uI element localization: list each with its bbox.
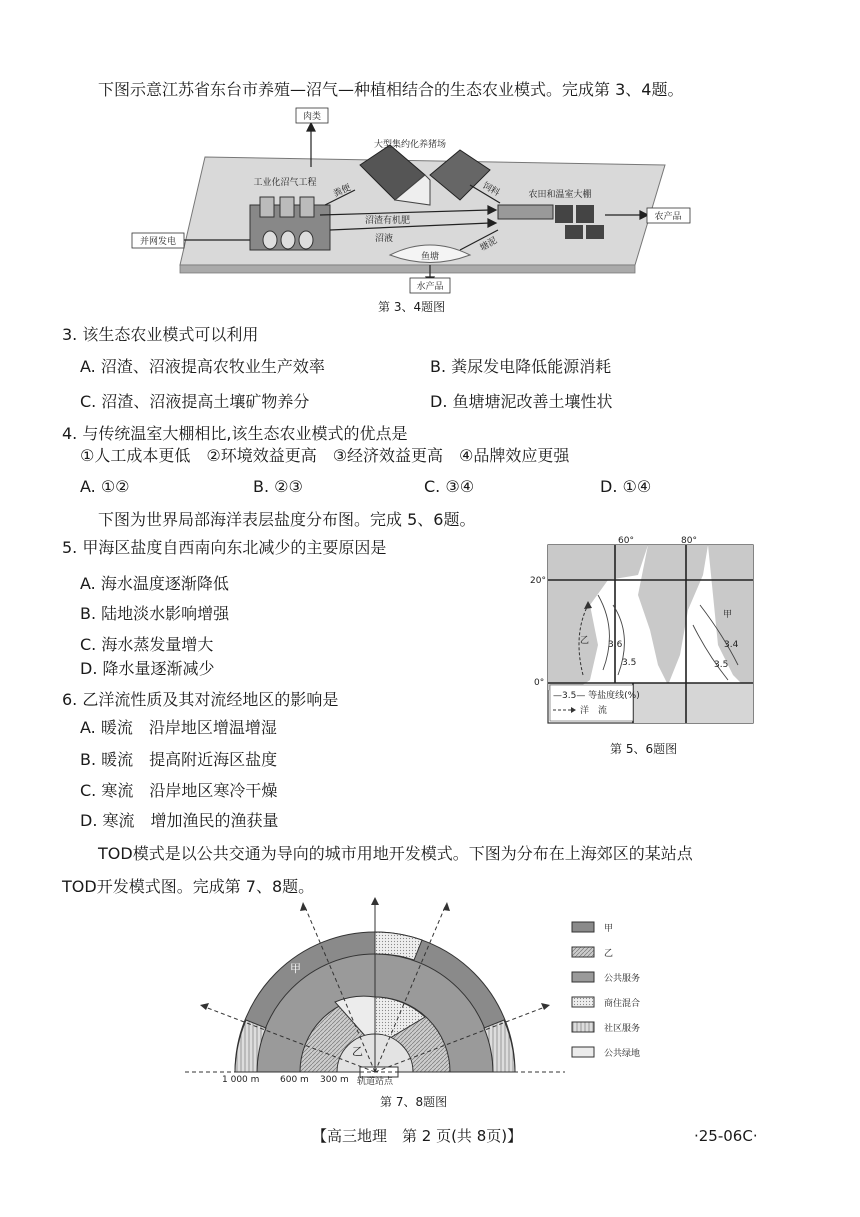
agri-products-label: 农产品: [654, 212, 682, 222]
question-4-option-c: C. ③④: [424, 477, 475, 496]
legend-label-public-green: 公共绿地: [604, 1049, 641, 1059]
biogas-plant: [250, 197, 330, 250]
figure-caption-7-8: 第 7、8题图: [380, 1095, 448, 1109]
question-3-option-a: A. 沼渣、沼液提高农牧业生产效率: [80, 357, 325, 376]
longitude-60-label: 60°: [618, 536, 634, 546]
legend-label-jia: 甲: [604, 924, 614, 934]
question-5-option-a: A. 海水温度逐渐降低: [80, 574, 229, 593]
intro-questions-7-8-line2: TOD开发模式图。完成第 7、8题。: [62, 877, 315, 896]
legend-swatch-public-service: [572, 972, 594, 982]
question-4-option-b: B. ②③: [253, 477, 303, 496]
isohaline-label-2: 3.5: [622, 658, 637, 668]
residue-label: 沼渣有机肥: [365, 216, 411, 226]
current-yi-label: 乙: [580, 636, 590, 646]
legend-current: 洋 流: [580, 706, 608, 716]
question-5-option-b: B. 陆地淡水影响增强: [80, 604, 230, 623]
radius-1000-label: 1 000 m: [222, 1075, 260, 1085]
legend-swatch-public-green: [572, 1047, 594, 1057]
manure-label: 粪便: [332, 183, 353, 200]
legend-label-community-service: 社区服务: [604, 1024, 641, 1034]
biogas-project-label: 工业化沼气工程: [253, 178, 317, 188]
eco-agriculture-diagram: [130, 105, 682, 300]
meat-label: 肉类: [302, 112, 322, 122]
sea-area-jia-label: 甲: [723, 610, 733, 620]
figure-caption-5-6: 第 5、6题图: [610, 742, 678, 756]
question-6-option-a: A. 暖流 沿岸地区增温增湿: [80, 718, 277, 737]
latitude-0-label: 0°: [534, 678, 545, 688]
question-6-option-b: B. 暖流 提高附近海区盐度: [80, 750, 278, 769]
question-6-option-c: C. 寒流 沿岸地区寒冷干燥: [80, 781, 278, 800]
question-3-option-c: C. 沼渣、沼液提高土壤矿物养分: [80, 392, 310, 411]
question-6-option-d: D. 寒流 增加渔民的渔获量: [80, 811, 279, 830]
tod-development-diagram: [180, 892, 680, 1088]
page-footer: 【高三地理 第 2 页(共 8页)】: [312, 1127, 523, 1145]
legend-isohaline: —3.5— 等盐度线(%): [553, 691, 640, 701]
question-3-stem: 3. 该生态农业模式可以利用: [62, 325, 259, 344]
fish-pond-label: 鱼塘: [420, 252, 440, 262]
radius-600-label: 600 m: [280, 1075, 309, 1085]
isohaline-label-3: 3.4: [724, 640, 739, 650]
question-5-option-d: D. 降水量逐渐减少: [80, 659, 215, 678]
longitude-80-label: 80°: [681, 536, 697, 546]
question-4-stem: 4. 与传统温室大棚相比,该生态农业模式的优点是: [62, 424, 408, 443]
isohaline-label-1: 3.6: [608, 640, 623, 650]
question-3-option-d: D. 鱼塘塘泥改善土壤性状: [430, 392, 613, 411]
legend-swatch-yi: [572, 947, 594, 957]
question-5-stem: 5. 甲海区盐度自西南向东北减少的主要原因是: [62, 538, 387, 557]
question-6-stem: 6. 乙洋流性质及其对流经地区的影响是: [62, 690, 339, 709]
radius-300-label: 300 m: [320, 1075, 349, 1085]
pig-farm-label: 大型集约化养猪场: [373, 140, 447, 150]
question-4-items: ①人工成本更低 ②环境效益更高 ③经济效益更高 ④品牌效应更强: [80, 446, 570, 465]
question-4-option-a: A. ①②: [80, 477, 130, 496]
salinity-map: [528, 535, 758, 727]
intro-questions-7-8-line1: TOD模式是以公共交通为导向的城市用地开发模式。下图为分布在上海郊区的某站点: [98, 844, 693, 863]
legend-label-mixed-use: 商住混合: [604, 999, 641, 1009]
question-3-option-b: B. 粪尿发电降低能源消耗: [430, 357, 612, 376]
aquatic-products-label: 水产品: [416, 282, 444, 292]
legend-swatch-mixed-use: [572, 997, 594, 1007]
rail-station-label: 轨道站点: [357, 1077, 394, 1087]
question-5-option-c: C. 海水蒸发量增大: [80, 635, 214, 654]
legend-swatch-community-service: [572, 1022, 594, 1032]
question-4-option-d: D. ①④: [600, 477, 652, 496]
legend-label-public-service: 公共服务: [604, 974, 641, 984]
intro-questions-5-6: 下图为世界局部海洋表层盐度分布图。完成 5、6题。: [98, 510, 476, 529]
grid-power-label: 并网发电: [139, 237, 177, 247]
figure-caption-3-4: 第 3、4题图: [378, 300, 446, 314]
exam-code: ·25-06C·: [694, 1127, 758, 1145]
slurry-label: 沼液: [375, 234, 394, 244]
zone-jia-label: 甲: [290, 962, 301, 975]
intro-questions-3-4: 下图示意江苏省东台市养殖—沼气—种植相结合的生态农业模式。完成第 3、4题。: [98, 80, 684, 99]
zone-yi-label: 乙: [352, 1045, 363, 1058]
farmland-greenhouse-label: 农田和温室大棚: [528, 190, 592, 200]
legend-swatch-jia: [572, 922, 594, 932]
isohaline-label-4: 3.5: [714, 660, 729, 670]
pond-mud-label: 塘泥: [478, 235, 500, 254]
feed-label: 饲料: [480, 180, 502, 199]
legend-label-yi: 乙: [604, 949, 614, 959]
latitude-20-label: 20°: [530, 576, 546, 586]
